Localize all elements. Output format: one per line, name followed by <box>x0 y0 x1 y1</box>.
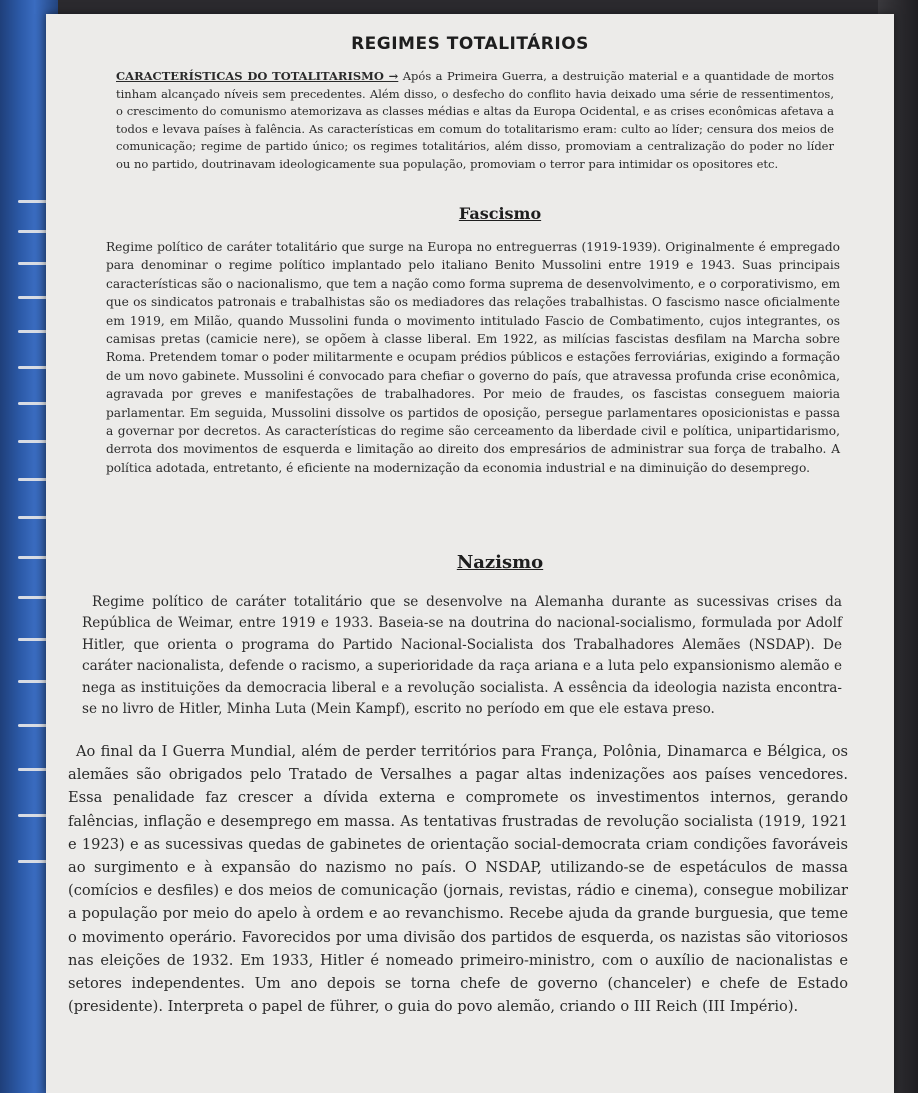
fascismo-heading-text: Fascismo <box>458 204 542 223</box>
nazismo-heading <box>46 552 894 573</box>
document-page <box>46 14 894 1093</box>
nazismo-paragraph-2: Ao final da I Guerra Mundial, além de perder territórios para França, Polônia, Dinamarca e Bélgica, os alemães são obrigados pelo Tratado de Versalhes a pagar altas indenizações aos países vencedores. Essa penalidade faz crescer a dívida externa e compromete os investimentos internos, gerando falências, inflação e desemprego em massa. As tentativas frustradas de revolução socialista (1919, 1921 e 1923) e as sucessivas quedas de gabinetes de orientação social-democrata criam condições favoráveis ao surgimento e à expansão do nazismo no país. O NSDAP, utilizando-se de espetáculos de massa (comícios e desfiles) e dos meios de comunicação (jornais, revistas, rádio e cinema), consegue mobilizar a população por meio do apelo à ordem e ao revanchismo. Recebe ajuda da grande burguesia, que teme o movimento operário. Favorecidos por uma divisão dos partidos de esquerda, os nazistas são vitoriosos nas eleições de 1932. Em 1933, Hitler é nomeado primeiro-ministro, com o auxílio de nacionalistas e setores independentes. Um ano depois se torna chefe de governo (chanceler) e chefe de Estado (presidente). Interpreta o papel de führer, o guia do povo alemão, criando o III Reich (III Império). <box>68 743 848 1016</box>
intro-paragraph <box>116 68 834 174</box>
fascismo-paragraph: Regime político de caráter totalitário que surge na Europa no entreguerras (1919-1939). Originalmente é empregado para denominar o regime político implantado pelo italiano Benito Mussolini entre 1919 e 1943. Suas principais características são o nacionalismo, que tem a nação como forma suprema de desenvolvimento, e o corporativismo, em que os sindicatos patronais e trabalhistas são os mediadores das relações trabalhistas. O fascismo nasce oficialmente em 1919, em Milão, quando Mussolini funda o movimento intitulado Fascio de Combatimento, cujos integrantes, os camisas pretas (camicie nere), se opõem à classe liberal. Em 1922, as milícias fascistas desfilam na Marcha sobre Roma. Pretendem tomar o poder militarmente e ocupam prédios públicos e estações ferroviárias, exigindo a formação de um novo gabinete. Mussolini é convocado para chefiar o governo do país, que atravessa profunda crise econômica, agravada por greves e manifestações de trabalhadores. Por meio de fraudes, os fascistas conseguem maioria parlamentar. Em seguida, Mussolini dissolve os partidos de oposição, persegue parlamentares oposicionistas e passa a governar por decretos. As características do regime são cerceamento da liberdade civil e política, unipartidarismo, derrota dos movimentos de esquerda e limitação ao direito dos empresários de administrar sua força de trabalho. A política adotada, entretanto, é eficiente na modernização da economia industrial e na diminuição do desemprego. <box>106 240 840 475</box>
nazismo-paragraph-1: Regime político de caráter totalitário que se desenvolve na Alemanha durante as sucessivas crises da República de Weimar, entre 1919 e 1933. Baseia-se na doutrina do nacional-socialismo, formulada por Adolf Hitler, que orienta o programa do Partido Nacional-Socialista dos Trabalhadores Alemães (NSDAP). De caráter nacionalista, defende o racismo, a superioridade da raça ariana e a luta pelo expansionismo alemão e nega as instituições da democracia liberal e a revolução socialista. A essência da ideologia nazista encontra-se no livro de Hitler, Minha Luta (Mein Kampf), escrito no período em que ele estava preso. <box>82 594 842 718</box>
fascismo-heading <box>46 204 894 223</box>
nazismo-heading-text: Nazismo <box>456 552 544 573</box>
intro-text: Após a Primeira Guerra, a destruição material e a quantidade de mortos tinham alcançado níveis sem precedentes. Além disso, o desfecho do conflito havia deixado uma série de ressentimentos, o crescimento do comunismo atemorizava as classes médias e altas da Europa Ocidental, e as crises econômicas afetava a todos e levava países à falência. As características em comum do totalitarismo eram: culto ao líder; censura dos meios de comunicação; regime de partido único; os regimes totalitários, além disso, promoviam a centralização do poder no líder ou no partido, doutrinavam ideologicamente sua população, promoviam o terror para intimidar os opositores etc. <box>116 69 834 171</box>
intro-lead: CARACTERÍSTICAS DO TOTALITARISMO → <box>116 69 399 83</box>
document-title: REGIMES TOTALITÁRIOS <box>351 34 589 54</box>
